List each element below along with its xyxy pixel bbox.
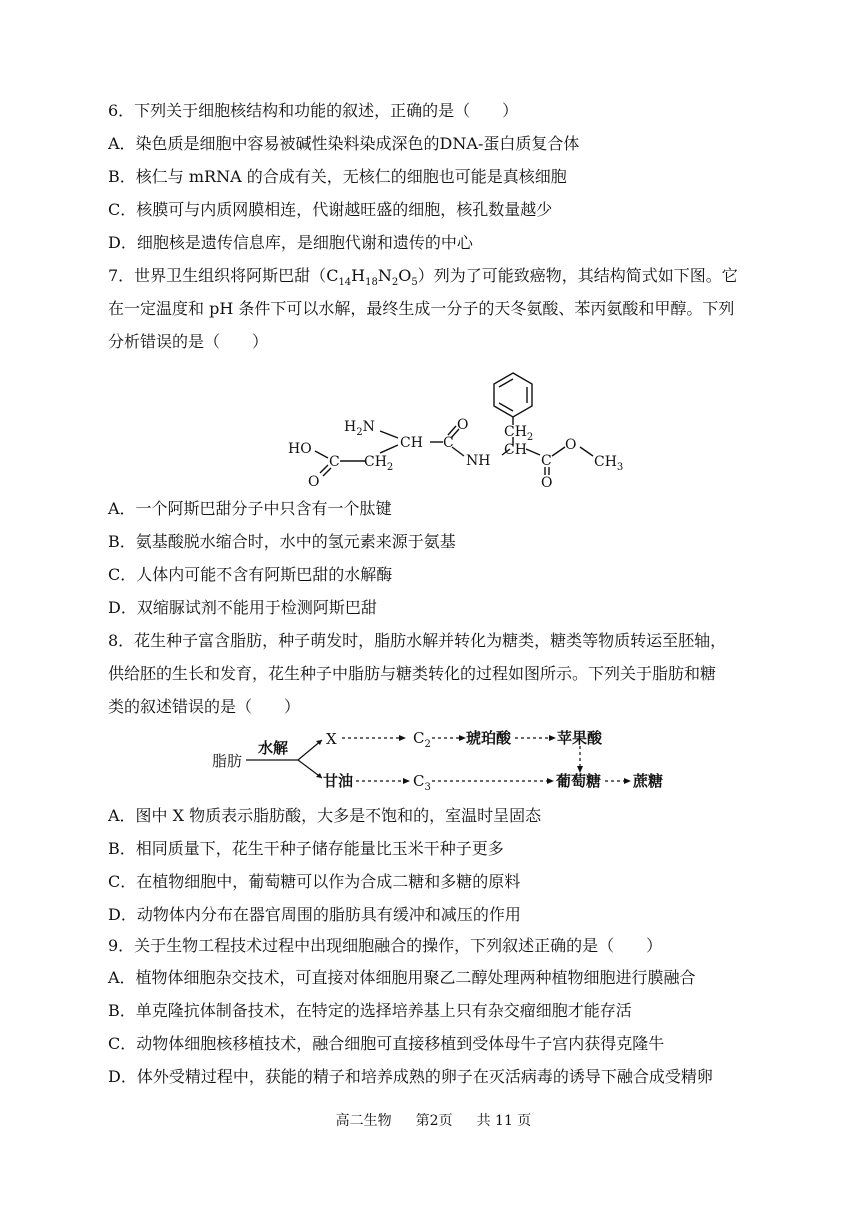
amide-nitrogen: NH — [466, 453, 491, 469]
alpha-carbon-b: CH — [504, 442, 527, 458]
q6-option-a: A．染色质是细胞中容易被碱性染料染成深色的DNA-蛋白质复合体 — [108, 134, 580, 153]
q8-option-c: C．在植物细胞中，葡萄糖可以作为合成二糖和多糖的原料 — [108, 872, 521, 891]
q7-stem: 7．世界卫生组织将阿斯巴甜$(C_{14}H_{18}N_2O_5)$列为了可能致癌物，其结构简式如下图。它 — [108, 266, 738, 289]
carboxyl-oxygen: O — [308, 474, 320, 490]
aspartame-structure — [280, 365, 640, 495]
aspartame-formula: $C_{14}H_{18}N_2O_5$ — [326, 266, 418, 289]
methyl-group: $CH_3$ — [594, 454, 624, 473]
methylene-b: $CH_2$ — [504, 424, 534, 443]
c3-label: $C_3$ — [413, 772, 431, 793]
footer-total: 共 11 页 — [476, 1113, 532, 1129]
footer-subject: 高二生物 — [335, 1113, 392, 1129]
glucose-label: 葡萄糖 — [556, 772, 602, 790]
q6-option-b: B．核仁与 mRNA 的合成有关，无核仁的细胞也可能是真核细胞 — [108, 167, 567, 186]
q6-option-c: C．核膜可与内质网膜相连，代谢越旺盛的细胞，核孔数量越少 — [108, 200, 553, 219]
malic-acid-label: 苹果酸 — [557, 729, 603, 747]
ester-oxygen: O — [565, 437, 577, 453]
c2-label: $C_2$ — [413, 729, 431, 750]
q7-option-c: C．人体内可能不含有阿斯巴甜的水解酶 — [108, 565, 393, 584]
succinic-acid-label: 琥珀酸 — [466, 729, 512, 747]
q9-option-b: B．单克隆抗体制备技术，在特定的选择培养基上只有杂交瘤细胞才能存活 — [108, 1001, 632, 1020]
q9-option-d: D．体外受精过程中，获能的精子和培养成熟的卵子在灭活病毒的诱导下融合成受精卵 — [108, 1067, 713, 1086]
fat-label: 脂肪 — [212, 752, 243, 770]
ester-carbonyl-oxygen: O — [541, 475, 553, 491]
ester-carbon: C — [541, 453, 552, 469]
x-label: X — [326, 730, 337, 748]
q8-option-a: A．图中 X 物质表示脂肪酸，大多是不饱和的，室温时呈固态 — [108, 806, 542, 825]
q7-stem-line3: 分析错误的是（ ） — [108, 332, 269, 351]
q7-option-a: A．一个阿斯巴甜分子中只含有一个肽键 — [108, 499, 392, 518]
amino-group: $H_2N$ — [344, 419, 375, 438]
q8-stem-line2: 供给胚的生长和发育，花生种子中脂肪与糖类转化的过程如图所示。下列关于脂肪和糖 — [108, 664, 717, 683]
alpha-carbon-a: CH — [400, 435, 423, 451]
q7-option-b: B．氨基酸脱水缩合时，水中的氢元素来源于氨基 — [108, 532, 456, 551]
amide-carbon: C — [443, 435, 454, 451]
q8-option-d: D．动物体内分布在器官周围的脂肪具有缓冲和减压的作用 — [108, 905, 521, 924]
hydrolysis-label: 水解 — [258, 739, 289, 757]
sucrose-label: 蔗糖 — [633, 772, 664, 790]
page-footer — [0, 1110, 867, 1130]
hydroxyl-label: HO — [288, 441, 312, 457]
q9-stem: 9．关于生物工程技术过程中出现细胞融合的操作，下列叙述正确的是（ ） — [108, 936, 663, 955]
q7-option-d: D．双缩脲试剂不能用于检测阿斯巴甜 — [108, 598, 377, 617]
q9-option-c: C．动物体细胞核移植技术，融合细胞可直接移植到受体母牛子宫内获得克隆牛 — [108, 1034, 665, 1053]
q6-stem: 6．下列关于细胞核结构和功能的叙述，正确的是（ ） — [108, 101, 519, 120]
q8-stem: 8．花生种子富含脂肪，种子萌发时，脂肪水解并转化为糖类，糖类等物质转运至胚轴， — [108, 631, 727, 650]
methylene-a: $CH_2$ — [364, 454, 394, 473]
q9-option-a: A．植物体细胞杂交技术，可直接对体细胞用聚乙二醇处理两种植物细胞进行膜融合 — [108, 968, 696, 987]
q8-option-b: B．相同质量下，花生干种子储存能量比玉米干种子更多 — [108, 839, 504, 858]
glycerol-label: 甘油 — [323, 772, 354, 790]
q6-option-d: D．细胞核是遗传信息库，是细胞代谢和遗传的中心 — [108, 233, 473, 252]
q7-stem-line2: 在一定温度和 pH 条件下可以水解，最终生成一分子的天冬氨酸、苯丙氨酸和甲醇。下列 — [108, 299, 735, 318]
amide-oxygen: O — [457, 417, 469, 433]
carboxyl-carbon: C — [329, 454, 340, 470]
q8-stem-line3: 类的叙述错误的是（ ） — [108, 697, 301, 716]
footer-page: 第2页 — [415, 1113, 453, 1129]
fat-conversion-diagram — [210, 722, 700, 802]
